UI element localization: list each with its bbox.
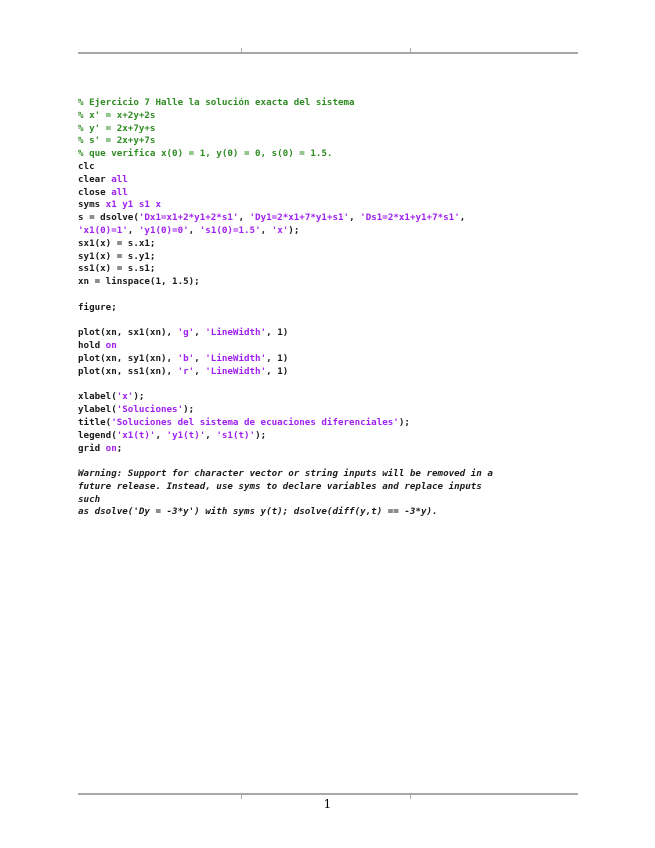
code-line xyxy=(78,199,578,212)
code-text: , xyxy=(188,224,200,236)
code-text: ); xyxy=(183,404,195,416)
code-string: 'r' xyxy=(177,365,195,377)
code-text: sy1(x) = s.y1; xyxy=(78,250,156,262)
warning-line: future release. Instead, use syms to declare variables and replace inputs xyxy=(78,480,482,492)
code-text: ); xyxy=(288,224,300,236)
code-text: , xyxy=(238,212,250,224)
code-text: ); xyxy=(255,429,267,441)
warning-line: Warning: Support for character vector or string inputs will be removed in a xyxy=(78,468,493,479)
code-text: , 1) xyxy=(266,365,289,377)
code-text: , xyxy=(155,429,167,441)
code-text: ); xyxy=(133,391,145,403)
code-text: , xyxy=(349,212,361,224)
code-line xyxy=(78,353,578,366)
code-text: ); xyxy=(398,416,410,428)
code-string: 'y1(t)' xyxy=(166,429,206,441)
code-text: legend( xyxy=(78,429,117,441)
code-comment: % y' = 2x+7y+s xyxy=(78,122,156,134)
code-comment: % Ejercicio 7 Halle la solución exacta del sistema xyxy=(78,97,355,108)
code-text: ylabel( xyxy=(78,404,117,416)
code-text: plot(xn, ss1(xn), xyxy=(78,365,178,377)
footer-rule xyxy=(78,793,578,795)
code-text: clc xyxy=(78,160,95,172)
header-rule-tick xyxy=(410,48,411,52)
code-text: , 1) xyxy=(266,352,289,364)
code-string: 'LineWidth' xyxy=(205,365,267,377)
code-string: 'x1(0)=1' xyxy=(78,224,128,236)
code-line xyxy=(78,430,578,443)
code-line xyxy=(78,251,578,264)
code-text: ss1(x) = s.s1; xyxy=(78,263,156,275)
code-text: , xyxy=(194,352,206,364)
code-text: , xyxy=(127,224,139,236)
matlab-code-block xyxy=(78,97,578,455)
blank-line xyxy=(78,289,578,302)
code-line xyxy=(78,212,578,225)
code-text: xlabel( xyxy=(78,391,117,403)
code-line xyxy=(78,417,578,430)
code-text: xn = linspace(1, 1.5); xyxy=(78,276,200,288)
code-text: , xyxy=(260,224,272,236)
code-line xyxy=(78,174,578,187)
code-string: 'x1(t)' xyxy=(116,429,156,441)
warning-line: as dsolve('Dy = -3*y') with syms y(t); dsolve(diff(y,t) == -3*y). xyxy=(78,506,438,518)
code-string: 'LineWidth' xyxy=(205,327,267,339)
code-line xyxy=(78,225,578,238)
code-line xyxy=(78,302,578,315)
code-keyword-arg: all xyxy=(111,173,128,185)
header-rule-tick xyxy=(241,48,242,52)
code-text: plot(xn, sx1(xn), xyxy=(78,327,178,339)
code-text: sx1(x) = s.x1; xyxy=(78,237,156,249)
code-keyword-arg: on xyxy=(105,442,117,454)
code-string: 'y1(0)=0' xyxy=(138,224,189,236)
code-text: s = dsolve( xyxy=(78,212,139,224)
code-line xyxy=(78,340,578,353)
blank-line xyxy=(78,379,578,392)
code-line xyxy=(78,148,578,161)
code-line xyxy=(78,123,578,136)
code-keyword-arg: on xyxy=(105,340,117,352)
code-line xyxy=(78,161,578,174)
code-string: 'Soluciones del sistema de ecuaciones diferenciales' xyxy=(111,416,399,428)
code-text: clear xyxy=(78,173,112,185)
code-text: , xyxy=(194,327,206,339)
code-string: 'x' xyxy=(271,224,289,236)
code-text: title( xyxy=(78,416,112,428)
code-line xyxy=(78,110,578,123)
code-keyword-arg: all xyxy=(111,186,128,198)
code-keyword-arg: x1 y1 s1 x xyxy=(105,199,161,211)
code-comment: % que verifica x(0) = 1, y(0) = 0, s(0) = 1.5. xyxy=(78,148,333,160)
code-comment: % s' = 2x+y+7s xyxy=(78,135,156,147)
code-string: 's1(t)' xyxy=(216,429,256,441)
code-text: , xyxy=(205,429,217,441)
code-comment: % x' = x+2y+2s xyxy=(78,109,156,121)
code-line xyxy=(78,187,578,200)
code-text: , xyxy=(459,212,466,224)
code-text: hold xyxy=(78,340,106,352)
header-rule xyxy=(78,52,578,54)
code-line xyxy=(78,135,578,148)
code-line xyxy=(78,391,578,404)
code-string: 's1(0)=1.5' xyxy=(199,224,261,236)
code-string: 'Ds1=2*x1+y1+7*s1' xyxy=(360,212,460,224)
code-line xyxy=(78,263,578,276)
code-string: 'Dx1=x1+2*y1+2*s1' xyxy=(138,212,239,224)
code-line xyxy=(78,404,578,417)
code-text: syms xyxy=(78,199,106,211)
warning-line: such xyxy=(78,493,101,505)
code-text: , xyxy=(194,365,206,377)
page-number: 1 xyxy=(323,797,332,811)
code-string: 'x' xyxy=(116,391,134,403)
code-text: grid xyxy=(78,442,106,454)
code-line xyxy=(78,238,578,251)
code-line xyxy=(78,276,578,289)
code-line xyxy=(78,97,578,110)
code-line xyxy=(78,443,578,456)
code-string: 'Dy1=2*x1+7*y1+s1' xyxy=(249,212,350,224)
code-line xyxy=(78,327,578,340)
code-line xyxy=(78,366,578,379)
blank-line xyxy=(78,315,578,328)
code-string: 'LineWidth' xyxy=(205,352,267,364)
code-string: 'g' xyxy=(177,327,195,339)
code-text: , 1) xyxy=(266,327,289,339)
code-text: ; xyxy=(116,442,123,454)
code-string: 'b' xyxy=(177,352,195,364)
code-text: close xyxy=(78,186,112,198)
code-text: plot(xn, sy1(xn), xyxy=(78,352,178,364)
warning-message xyxy=(78,468,578,519)
code-text: figure; xyxy=(78,301,117,313)
code-string: 'Soluciones' xyxy=(116,404,184,416)
